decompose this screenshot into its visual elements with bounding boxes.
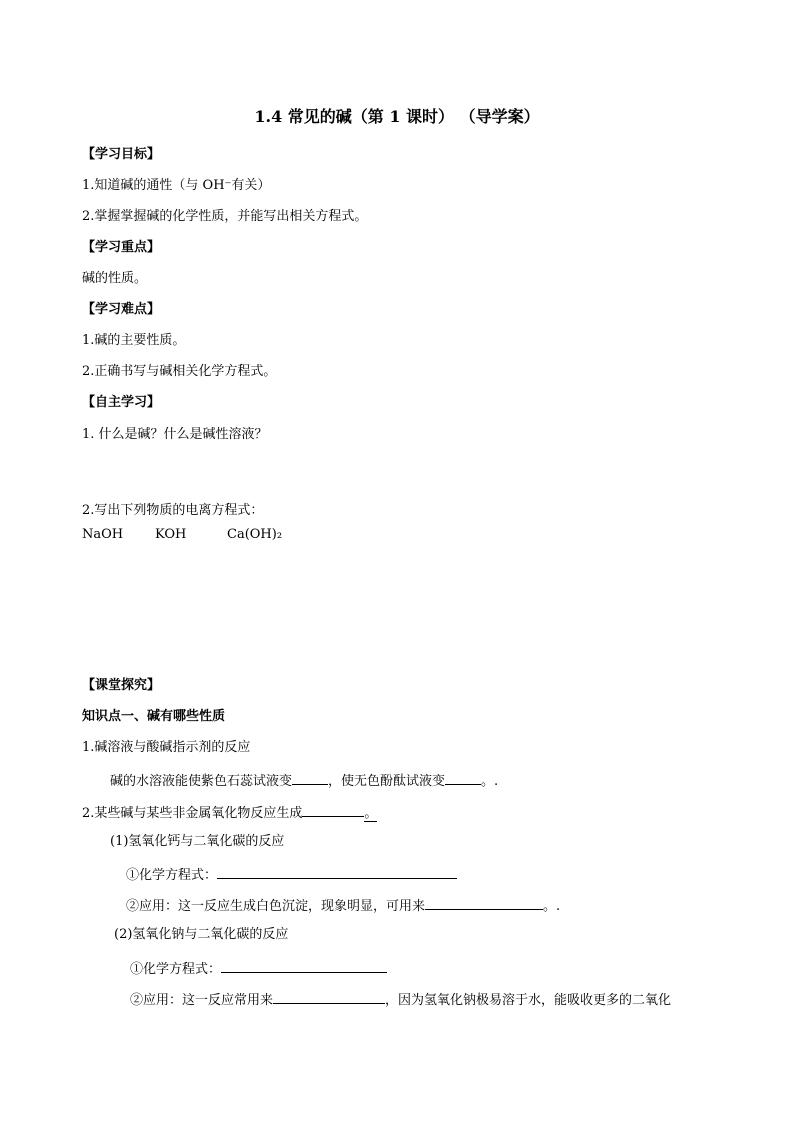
text-part: ，因为氢氧化钠极易溶于水，能吸收更多的二氧化 [385,993,672,1008]
page-title: 1.4 常见的碱（第 1 课时） （导学案） [254,107,540,126]
fill-blank[interactable] [425,896,543,910]
text-part: 2.某些碱与某些非金属氧化物反应生成 [82,806,303,821]
text-part: ②应用：这一反应生成白色沉淀，现象明显，可用来 [126,899,426,914]
section-1-title: 1.碱溶液与酸碱指示剂的反应 [82,740,251,755]
text-part: 。 [364,806,378,821]
text-part: 。. [543,899,561,914]
formula-caoh2: Ca(OH)₂ [227,527,283,542]
text-part: ①化学方程式： [130,962,222,977]
self-study-heading: 【自主学习】 [82,395,161,410]
goals-heading: 【学习目标】 [82,147,161,162]
goal-item: 2.掌握掌握碱的化学性质，并能写出相关方程式。 [82,209,368,224]
self-study-question-1: 1. 什么是碱？什么是碱性溶液？ [82,427,268,442]
subsection-2-title: (2)氢氧化钠与二氧化碳的反应 [114,927,289,942]
text-part: ①化学方程式： [126,868,218,883]
section-1-text [110,771,498,790]
subsection-2-application [130,990,671,1009]
fill-blank[interactable] [445,771,481,785]
key-points-heading: 【学习重点】 [82,240,161,255]
difficulty-item: 2.正确书写与碱相关化学方程式。 [82,364,277,379]
key-points-text: 碱的性质。 [82,271,148,286]
subsection-1-equation [126,865,457,884]
section-2-title [82,803,377,822]
text-part: 碱的水溶液能使紫色石蕊试液变 [110,774,293,789]
subsection-1-application [126,896,560,915]
knowledge-point-1: 知识点一、碱有哪些性质 [82,709,226,724]
subsection-1-title: (1)氢氧化钙与二氧化碳的反应 [110,834,285,849]
text-part: ②应用：这一反应常用来 [130,993,274,1008]
difficulties-heading: 【学习难点】 [82,302,161,317]
text-part: ，使无色酚酞试液变 [328,774,446,789]
fill-blank[interactable] [221,959,387,973]
fill-blank[interactable] [302,803,364,817]
fill-blank[interactable] [273,990,385,1004]
fill-blank[interactable] [217,865,457,879]
formula-naoh: NaOH [82,527,124,542]
formula-koh: KOH [155,527,187,542]
text-part: 。. [481,774,499,789]
subsection-2-equation [130,959,387,978]
fill-blank[interactable] [292,771,328,785]
self-study-question-2: 2.写出下列物质的电离方程式： [82,503,264,518]
difficulty-item: 1.碱的主要性质。 [82,333,186,348]
goal-item: 1.知道碱的通性（与 OH⁻有关） [82,178,271,193]
classroom-heading: 【课堂探究】 [82,678,161,693]
